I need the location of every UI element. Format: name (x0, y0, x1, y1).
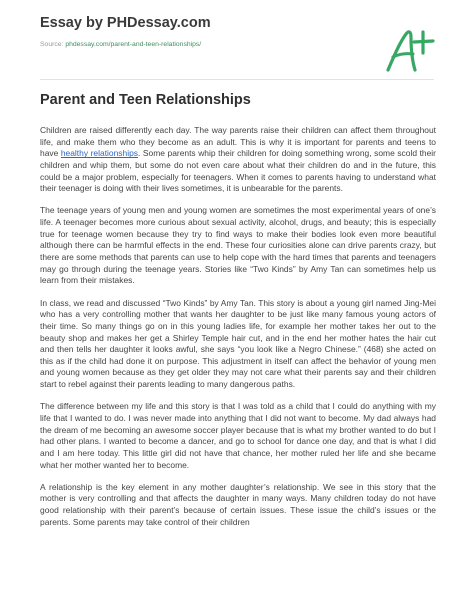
source-label: Source: (40, 41, 66, 48)
paragraph: The teenage years of young men and young women are sometimes the most experimental years of one’s life. A teenager becomes more curious about sexual activity, alcohol, drugs, and beauty; this is especially true for teenage women because they try to find ways to make their bodies look even more beautiful although there can be harmful effects in the end. These four curiosities alone can drive parents crazy, but there are some methods that parents can use to help cope with the hard times that parents and teenagers may go through during the teenage years. Stories like “Two Kinds” by Amy Tan can sometimes help us learn from their mistakes. (40, 205, 436, 286)
paragraph: A relationship is the key element in any mother daughter’s relationship. We see in this story that the mother is very controlling and that affects the daughter in many ways. Many children today do not have good relationship with their parent’s because of certain issues. These issue the child’s issues or the parents. Some parents may take control of their children (40, 481, 436, 527)
essay-body (40, 125, 436, 539)
site-brand: Essay by PHDessay.com (40, 15, 211, 31)
paragraph: In class, we read and discussed “Two Kinds” by Amy Tan. This story is about a young girl named Jing-Mei who has a very controlling mother that wants her daughter to be just like many famous young actors of their time. So many things go on in this young ladies life, for example her mother takes her out to the beauty shop and makes her get a Shirley Temple hair cut, and in the end her mother hates the hair cut and then tells her daughter it looks awful, she says “you look like a Negro Chinese.” (468) she acted on this as if the child had done it on purpose. This adjustment in itself can affect the behavior of young men and young women because as they get older they may not care what their parents say and their children start to rebel against their parents leading to many dangerous paths. (40, 297, 436, 390)
paragraph-text: Children are raised differently each day. The way parents raise their children can affect them throughout life, and make them who they become as an adult. This is why it is important for parents and teens to have (40, 125, 436, 159)
a-plus-logo-icon (382, 26, 440, 76)
bottom-fade (0, 586, 474, 600)
essay-header (40, 14, 440, 49)
paragraph (40, 125, 436, 195)
paragraph: The difference between my life and this story is that I was told as a child that I could do anything with my life that I wanted to do. I was never made into anything that I did not want to become. My dad always had the dream of me becoming an awesome soccer player because that is what my brother wanted to do but I had other plans. I wanted to become a dancer, and go to school for dance one day, and that is what I did and I am here today. This little girl did not have that chance, her mother ruled her life and she became what her mother wanted her to become. (40, 401, 436, 470)
source-link[interactable]: phdessay.com/parent-and-teen-relationships/ (65, 41, 202, 48)
paragraph-text: . Some parents whip their children for doing something wrong, some scold their children and whip them, but some do not even care about what their children do and in the future, this could be a major problem, especially for teenagers. When it comes to parents having to understand what their teenager is doing with their lives sometimes, it is unbearable for the parents. (40, 148, 436, 194)
document-title: Parent and Teen Relationships (40, 92, 251, 108)
healthy-relationships-link[interactable]: healthy relationships (60, 148, 138, 159)
source-line (40, 40, 440, 49)
header-divider (40, 79, 434, 80)
